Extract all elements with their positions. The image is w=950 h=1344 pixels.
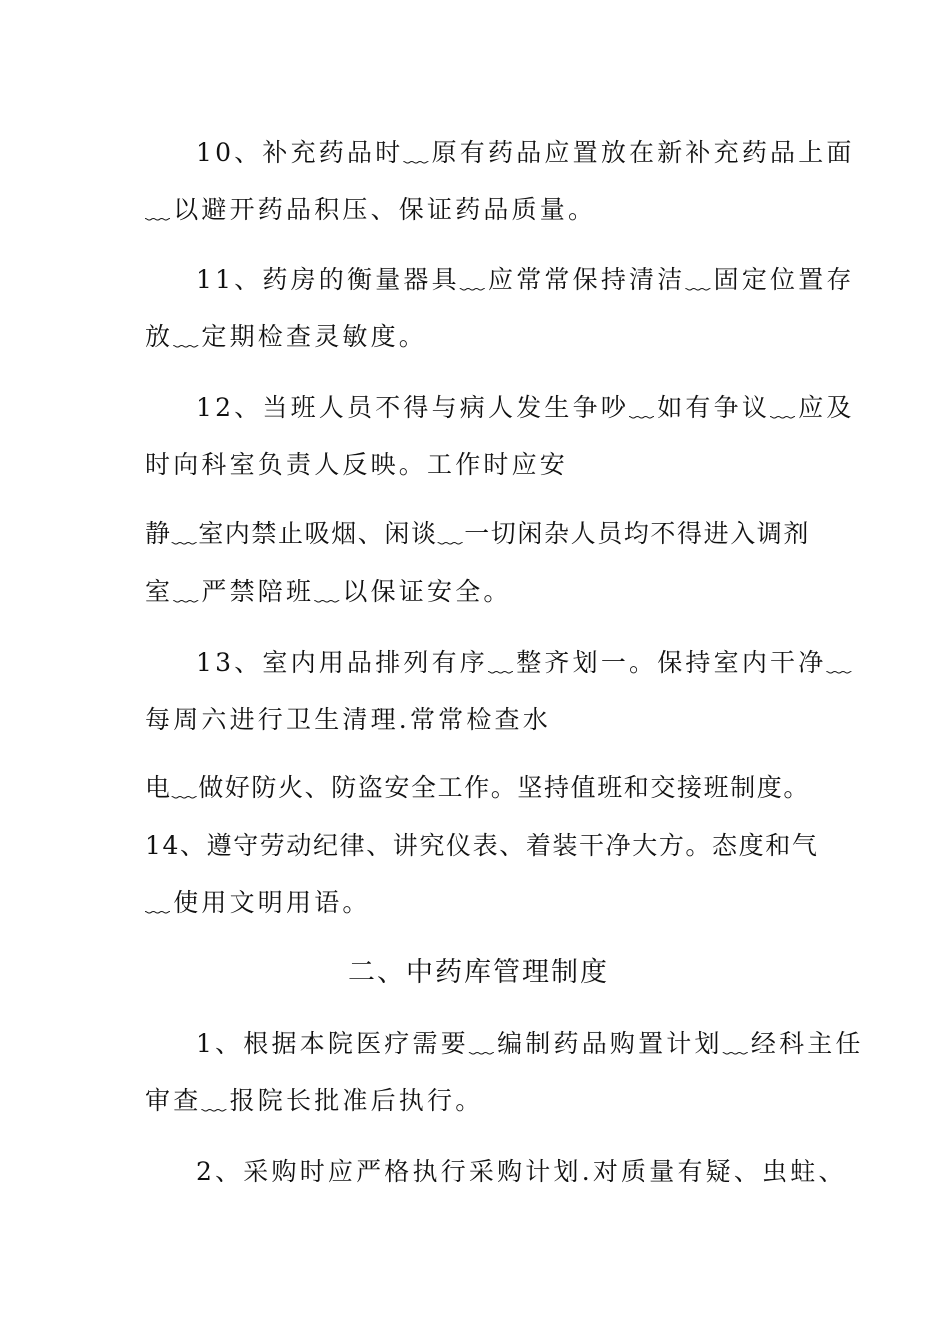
paragraph-10-line-1: 10、补充药品时﹏原有药品应置放在新补充药品上面 xyxy=(196,138,855,167)
paragraph-10-line-2: ﹏以避开药品积压、保证药品质量。 xyxy=(145,195,597,224)
paragraph-12-line-2: 时向科室负责人反映。工作时应安 xyxy=(145,450,569,479)
paragraph-12-line-3: 静﹏室内禁止吸烟、闲谈﹏一切闲杂人员均不得进入调剂 xyxy=(145,519,811,548)
clause-1-line-1: 1、根据本院医疗需要﹏编制药品购置计划﹏经科主任 xyxy=(196,1029,864,1058)
paragraph-13-line-2: 每周六进行卫生清理.常常检查水 xyxy=(145,705,551,734)
paragraph-11-line-2: 放﹏定期检查灵敏度。 xyxy=(145,322,428,351)
paragraph-14-line-2: ﹏使用文明用语。 xyxy=(145,888,371,917)
clause-2-line-1: 2、采购时应严格执行采购计划.对质量有疑、虫蛀、 xyxy=(196,1157,847,1186)
paragraph-12-line-4: 室﹏严禁陪班﹏以保证安全。 xyxy=(145,577,512,606)
clause-1-line-2: 审查﹏报院长批准后执行。 xyxy=(145,1086,484,1115)
paragraph-12-line-1: 12、当班人员不得与病人发生争吵﹏如有争议﹏应及 xyxy=(196,393,855,422)
section-heading: 二、中药库管理制度 xyxy=(348,957,609,988)
paragraph-11-line-1: 11、药房的衡量器具﹏应常常保持清洁﹏固定位置存 xyxy=(196,265,855,294)
paragraph-13-line-3: 电﹏做好防火、防盗安全工作。坚持值班和交接班制度。 xyxy=(145,773,811,802)
paragraph-13-line-1: 13、室内用品排列有序﹏整齐划一。保持室内干净﹏ xyxy=(196,648,855,677)
paragraph-14-line-1: 14、遵守劳动纪律、讲究仪表、着装干净大方。态度和气 xyxy=(145,831,819,860)
